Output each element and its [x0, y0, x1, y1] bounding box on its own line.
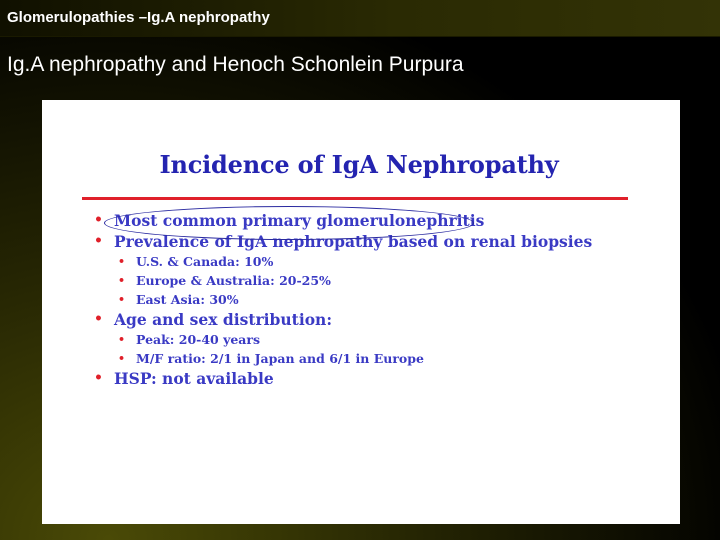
bullet-dot-icon: • — [94, 370, 103, 386]
bullet-list — [94, 210, 654, 389]
list-item — [118, 271, 654, 290]
header-title: Glomerulopathies –Ig.A nephropathy — [7, 9, 270, 26]
list-item — [94, 231, 654, 252]
list-item — [94, 210, 654, 231]
title-divider — [82, 197, 628, 200]
bullet-dot-icon: • — [94, 212, 103, 228]
bullet-dot-icon: • — [118, 333, 126, 346]
list-item — [94, 309, 654, 330]
slide-heading: Ig.A nephropathy and Henoch Schonlein Purpura — [7, 53, 464, 76]
panel-title: Incidence of IgA Nephropathy — [159, 150, 559, 179]
bullet-text: HSP: not available — [114, 369, 274, 388]
list-item — [118, 252, 654, 271]
list-item — [118, 290, 654, 309]
bullet-dot-icon: • — [94, 311, 103, 327]
bullet-dot-icon: • — [94, 233, 103, 249]
list-item — [118, 330, 654, 349]
bullet-text: East Asia: 30% — [136, 292, 239, 307]
sub-list-container — [94, 252, 654, 309]
bullet-text: M/F ratio: 2/1 in Japan and 6/1 in Europe — [136, 351, 424, 366]
sub-list-container — [94, 330, 654, 368]
bullet-text: U.S. & Canada: 10% — [136, 254, 274, 269]
bullet-text: Age and sex distribution: — [114, 310, 333, 329]
slide-image-panel — [42, 100, 680, 524]
list-item — [118, 349, 654, 368]
header-bar — [0, 0, 720, 37]
bullet-text: Prevalence of IgA nephropathy based on renal biopsies — [114, 232, 593, 251]
sub-list — [118, 252, 654, 309]
bullet-dot-icon: • — [118, 293, 126, 306]
bullet-text: Most common primary glomerulonephritis — [114, 211, 485, 230]
bullet-text: Peak: 20-40 years — [136, 332, 261, 347]
list-item — [94, 368, 654, 389]
bullet-dot-icon: • — [118, 352, 126, 365]
bullet-dot-icon: • — [118, 274, 126, 287]
sub-list — [118, 330, 654, 368]
bullet-dot-icon: • — [118, 255, 126, 268]
bullet-text: Europe & Australia: 20-25% — [136, 273, 331, 288]
